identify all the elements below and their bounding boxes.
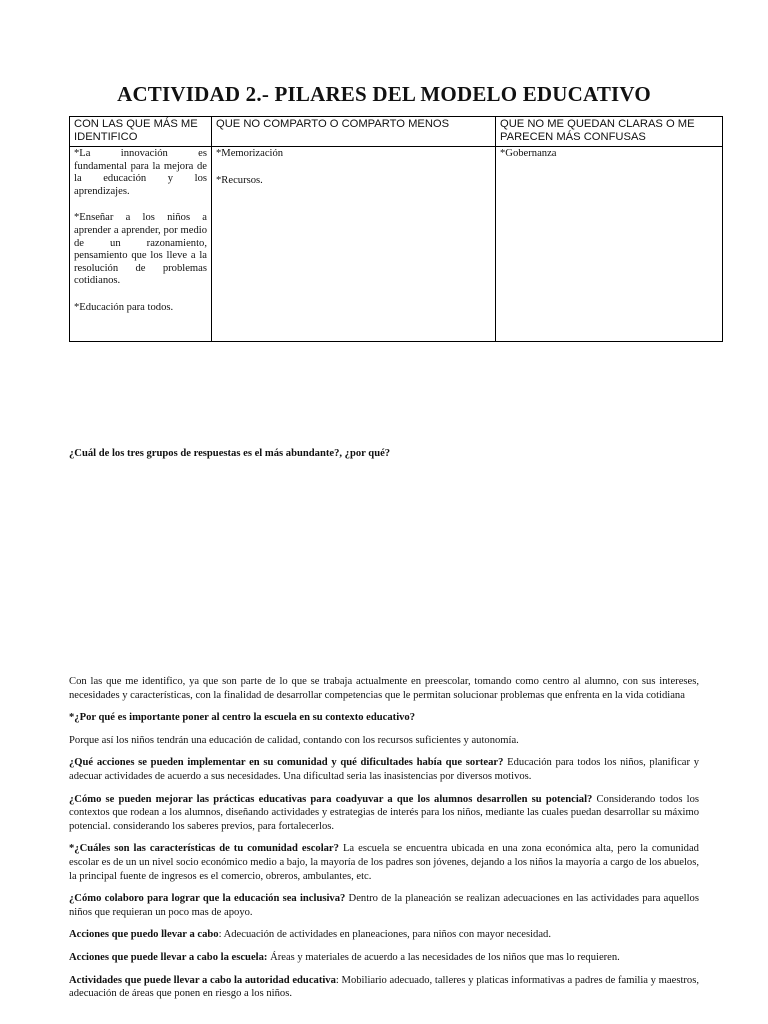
- list-item: *Educación para todos.: [74, 301, 174, 313]
- answer-text: Educación para todos los niños, planificar y adecuar actividades de acuerdo a sus necesidades. Una dificultad seria las inasistencias por diversos motivos.: [69, 757, 699, 782]
- cell-identify: [70, 147, 212, 342]
- qa-paragraph: [69, 711, 699, 725]
- table-body-row: [70, 147, 723, 342]
- list-item: *Enseñar a los niños a aprender a aprender, por medio de un razonamiento, pensamiento que los lleve a la resolución de problemas cotidianos.: [74, 212, 207, 287]
- question-text: *¿Cuáles son las características de tu comunidad escolar?: [69, 843, 339, 855]
- answer-text: La escuela se encuentra ubicada en una zona económica alta, pero la comunidad escolar es de un un nivel socio económico medio a bajo, la mayoría de los padres son jóvenes, dejando a los niños la mayoría a cargo de los abuelos, la principal fuente de ingresos es el comercio, obreros, ambulantes, etc.: [69, 843, 699, 882]
- qa-paragraph: [69, 734, 699, 748]
- question-text: Acciones que puede llevar a cabo la escuela:: [69, 951, 268, 963]
- question-text: ¿Cómo se pueden mejorar las prácticas educativas para coadyuvar a que los alumnos desarrollen su potencial?: [69, 793, 593, 805]
- cell-disagree: [212, 147, 496, 342]
- pillars-table: [69, 116, 723, 342]
- table-header-row: [70, 117, 723, 147]
- qa-paragraph: [69, 892, 699, 919]
- header-disagree: QUE NO COMPARTO O COMPARTO MENOS: [212, 117, 496, 147]
- main-answer: Con las que me identifico, ya que son parte de lo que se trabaja actualmente en preescolar, tomando como centro al alumno, con sus intereses, necesidades y características, con la finalidad de desarrollar competencias que le permitan solucionar problemas que enfrenta en la vida cotidiana: [69, 676, 699, 701]
- qa-paragraph: [69, 928, 699, 942]
- qa-paragraph: [69, 756, 699, 783]
- qa-paragraph: [69, 793, 699, 834]
- question-text: *¿Por qué es importante poner al centro la escuela en su contexto educativo?: [69, 712, 416, 724]
- question-text: ¿Cómo colaboro para lograr que la educación sea inclusiva?: [69, 893, 346, 905]
- list-item: *Recursos.: [216, 174, 263, 186]
- answer-text: : Mobiliario adecuado, talleres y platicas informativas a padres de familia y maestros, adecuación de áreas que ponen en riesgo a los niños.: [69, 974, 699, 1000]
- page-title: ACTIVIDAD 2.- PILARES DEL MODELO EDUCATIVO: [117, 82, 651, 106]
- answer-text: Considerando todos los contextos que rodean a los alumnos, diseñando actividades y estrategias de interés para los niños, mediante las cuales puedan desarrollar su máximo potencial. considerando los saberes previos, para fortalecerlos.: [69, 793, 699, 832]
- question-text: Acciones que puedo llevar a cabo: [69, 929, 219, 941]
- cell-unclear: [496, 147, 723, 342]
- qa-paragraph: [69, 842, 699, 883]
- qa-paragraph: [69, 951, 699, 965]
- answer-text: : Adecuación de actividades en planeaciones, para niños con mayor necesidad.: [218, 929, 551, 941]
- list-item: *La innovación es fundamental para la mejora de la educación y los aprendizajes.: [74, 148, 207, 197]
- header-unclear: QUE NO ME QUEDAN CLARAS O ME PARECEN MÁS CONFUSAS: [496, 117, 723, 147]
- answer-text: Dentro de la planeación se realizan adecuaciones en las actividades para aquellos niños que requieran un poco mas de apoyo.: [69, 893, 699, 918]
- answer-text: Áreas y materiales de acuerdo a las necesidades de los niños que mas lo requieren.: [267, 951, 620, 963]
- answer-text: Porque así los niños tendrán una educación de calidad, contando con los recursos suficientes y autonomía.: [69, 734, 519, 746]
- qa-paragraph: [69, 974, 699, 1001]
- list-item: *Gobernanza: [500, 148, 557, 159]
- header-identify: CON LAS QUE MÁS ME IDENTIFICO: [70, 117, 212, 147]
- question-text: Actividades que puede llevar a cabo la autoridad educativa: [69, 974, 336, 986]
- main-question: ¿Cuál de los tres grupos de respuestas es el más abundante?, ¿por qué?: [69, 448, 391, 459]
- question-text: ¿Qué acciones se pueden implementar en su comunidad y qué dificultades había que sortear?: [69, 757, 504, 769]
- list-item: *Memorización: [216, 148, 284, 159]
- answers-section: [69, 675, 699, 1010]
